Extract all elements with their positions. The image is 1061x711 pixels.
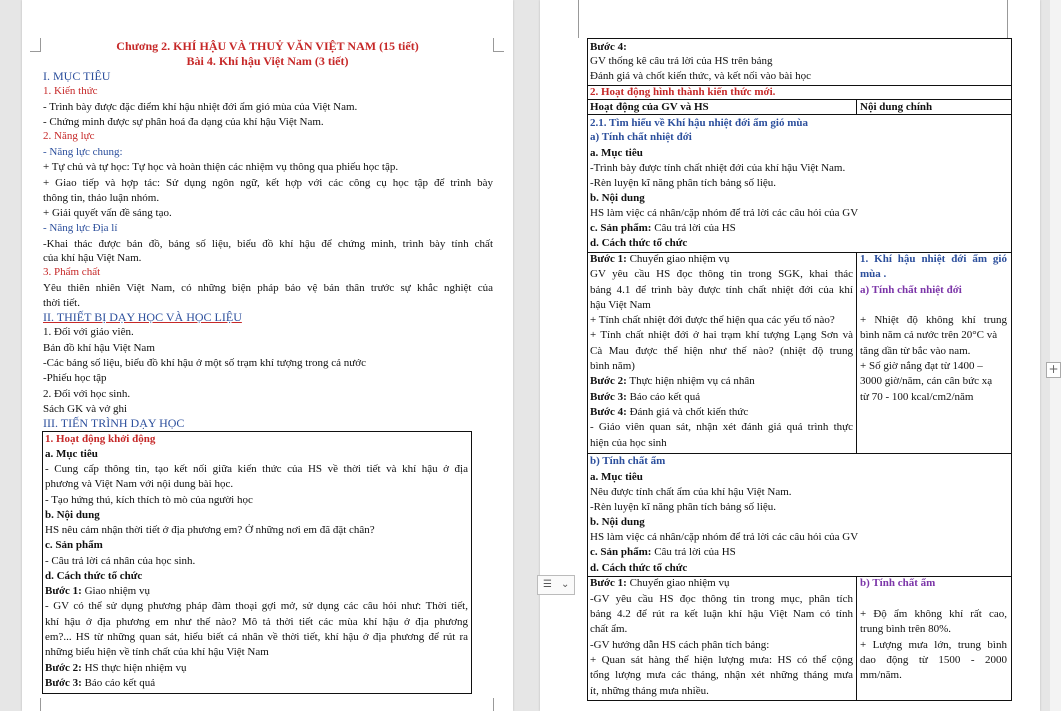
content-line: + Số giờ nắng đạt từ 1400 – <box>860 360 983 372</box>
body-line: - Chứng minh được sự phân hoá đa dạng của khí hậu Việt Nam. <box>43 116 324 128</box>
box-border <box>42 431 43 694</box>
body-line: I. MỤC TIÊU <box>43 69 111 83</box>
body-line: -Các bảng số liệu, biểu đồ khí hậu ở một số trạm khí tượng trong cả nước <box>43 357 366 369</box>
step-line: hậu Việt Nam <box>590 299 651 311</box>
paragraph-icon: ☰ <box>543 579 552 590</box>
body-line: 1. Kiến thức <box>43 85 98 97</box>
body-line: - Trình bày được đặc điểm khí hậu nhiệt đới ẩm gió mùa của Việt Nam. <box>43 101 358 113</box>
crop-mark <box>40 698 41 711</box>
table-row-border <box>587 99 1012 100</box>
box-line: 1. Hoạt động khởi động <box>45 433 156 445</box>
table-row-text: GV thống kê câu trả lời của HS trên bảng <box>590 55 773 67</box>
table-col-border <box>856 99 857 114</box>
step-line: Bước 3: Báo cáo kết quả <box>590 391 701 403</box>
step-line: Cà Mau được thể hiện như thế nào? (nhiệt độ trung <box>590 345 853 357</box>
step-line: - Giáo viên quan sát, nhận xét đánh giá quá trình thực <box>590 421 853 433</box>
table-row-border <box>587 453 1012 454</box>
document-page-right <box>540 0 1040 711</box>
step-line: hiện của học sinh <box>590 437 667 449</box>
step-line: + Quan sát hàng thể hiện lượng mưa: HS có thể cộng <box>590 654 853 666</box>
content-line: + Nhiệt độ không khí trung <box>860 314 1007 326</box>
box-line: a. Mục tiêu <box>45 448 98 460</box>
box-line: - Tạo hứng thú, kích thích tò mò của người học <box>45 494 253 506</box>
body-line: + Giao tiếp và hợp tác: Sử dụng ngôn ngữ, kết hợp với các công cụ học tập để trình bày <box>43 177 493 189</box>
section-line: b. Nội dung <box>590 516 645 528</box>
content-line: từ 70 - 100 kcal/cm2/năm <box>860 391 974 403</box>
crop-mark <box>578 0 579 38</box>
box-border <box>471 431 472 694</box>
section-line: 2.1. Tìm hiểu về Khí hậu nhiệt đới ẩm gió mùa <box>590 117 808 129</box>
section-line: d. Cách thức tổ chức <box>590 562 688 574</box>
content-line: mm/năm. <box>860 669 902 681</box>
body-line: 2. Đối với học sinh. <box>43 388 131 400</box>
box-line: - Cung cấp thông tin, tạo kết nối giữa kiến thức của HS về thời tiết và khí hậu ở địa <box>45 463 468 475</box>
body-line: - Năng lực chung: <box>43 146 123 158</box>
step-line: chất ẩm. <box>590 623 628 635</box>
step-line: bình năm) <box>590 360 635 372</box>
table-row-text: Đánh giá và chốt kiến thức, và kết nối vào bài học <box>590 70 812 82</box>
table-header-activity: Hoạt động của GV và HS <box>590 101 709 113</box>
body-line: -Khai thác được bản đồ, bảng số liệu, biểu đồ khí hậu để chứng minh, trình bày tính chất <box>43 238 493 250</box>
step-line: -GV yêu cầu HS đọc thông tin trong mục, phân tích <box>590 593 853 605</box>
box-line: - GV có thể sử dụng phương pháp đàm thoại gợi mở, sử dụng các câu hỏi như: Thời tiết, <box>45 600 468 612</box>
box-line: b. Nội dung <box>45 509 100 521</box>
body-line: + Tự chủ và tự học: Tự học và hoàn thiện các nhiệm vụ thông qua phiếu học tập. <box>43 161 399 173</box>
step-line: -GV hướng dẫn HS cách phân tích bảng: <box>590 639 770 651</box>
step-line: GV yêu cầu HS đọc thông tin trong SGK, khai thác <box>590 268 853 280</box>
body-line: II. THIẾT BỊ DẠY HỌC VÀ HỌC LIỆU <box>43 310 242 324</box>
table-border <box>587 38 588 701</box>
section-line: HS làm việc cá nhân/cặp nhóm để trả lời các câu hỏi của GV <box>590 531 859 543</box>
content-line: 3000 giờ/năm, cán cân bức xạ <box>860 375 993 387</box>
box-line: phương và Việt Nam với nội dung bài học. <box>45 478 234 490</box>
content-line: + Lượng mưa lớn, trung bình <box>860 639 1007 651</box>
section-line: b) Tính chất ẩm <box>590 455 666 467</box>
chapter-title: Chương 2. KHÍ HẬU VÀ THUỶ VĂN VIỆT NAM (15 tiết) <box>116 39 419 53</box>
table-header-content: Nội dung chính <box>860 101 933 113</box>
body-line: 1. Đối với giáo viên. <box>43 326 134 338</box>
content-line: dao động từ 1500 - 2000 <box>860 654 1007 666</box>
table-border <box>1011 38 1012 701</box>
step-line: bảng 4.2 để rút ra kết luận khí hậu Việt Nam có tính <box>590 608 853 620</box>
section-line: -Rèn luyện kĩ năng phân tích bảng số liệu. <box>590 501 777 513</box>
content-line: b) Tính chất ẩm <box>860 577 936 589</box>
content-line: bình năm cả nước trên 20°C và <box>860 329 998 341</box>
box-line: Bước 2: HS thực hiện nhiệm vụ <box>45 662 187 674</box>
box-line: HS nêu cảm nhận thời tiết ở địa phương em? Ở những nơi em đã đặt chân? <box>45 524 375 536</box>
box-line: c. Sản phẩm <box>45 539 103 551</box>
step-line: + Tính chất nhiệt đới ở hai trạm khí tượng Lạng Sơn và <box>590 329 853 341</box>
box-line: Bước 3: Báo cáo kết quả <box>45 677 156 689</box>
body-line: III. TIẾN TRÌNH DẠY HỌC <box>43 416 185 430</box>
step-line: + Tính chất nhiệt đới được thể hiện qua các yếu tố nào? <box>590 314 835 326</box>
step-line: ít, những tháng mưa nhiều. <box>590 685 709 697</box>
table-col-border <box>856 252 857 453</box>
table-row-text: Bước 4: <box>590 41 627 53</box>
section-line: -Rèn luyện kĩ năng phân tích bảng số liệu. <box>590 177 777 189</box>
paragraph-options-button[interactable] <box>537 575 575 595</box>
section-line: Nêu được tính chất ẩm của khí hậu Việt Nam. <box>590 486 792 498</box>
step-line: tổng lượng mưa các tháng, nhận xét những tháng mưa <box>590 669 853 681</box>
step-line: Bước 4: Đánh giá và chốt kiến thức <box>590 406 749 418</box>
section-line: a. Mục tiêu <box>590 471 643 483</box>
step-line: bảng 4.1 để trình bày được tính chất nhiệt đới của khí <box>590 284 853 296</box>
body-line: Yêu thiên nhiên Việt Nam, có những biện pháp bảo vệ bản thân trước sự khắc nghiệt của <box>43 282 493 294</box>
box-line: em?... HS từ những quan sát, hiểu biết cá nhân về thời tiết, khí hậu ở địa phương để rút ra <box>45 631 468 643</box>
body-line: 2. Năng lực <box>43 130 95 142</box>
content-line: 1. Khí hậu nhiệt đới ẩm gió <box>860 253 1007 265</box>
step-line: Bước 1: Chuyển giao nhiệm vụ <box>590 577 730 589</box>
step-line: Bước 2: Thực hiện nhiệm vụ cá nhân <box>590 375 755 387</box>
table-row-border <box>587 700 1012 701</box>
body-line: của khí hậu Việt Nam. <box>43 252 142 264</box>
section-line: HS làm việc cá nhân/cặp nhóm để trả lời các câu hỏi của GV <box>590 207 859 219</box>
box-border <box>42 693 472 694</box>
body-line: 3. Phẩm chất <box>43 266 101 278</box>
content-line: a) Tính chất nhiệt đới <box>860 284 962 296</box>
box-line: khí hậu ở địa phương em như thế nào? Mô tả thời tiết các mùa khí hậu ở địa phương <box>45 616 468 628</box>
content-line: tăng dần từ bắc vào nam. <box>860 345 971 357</box>
section-line: a. Mục tiêu <box>590 147 643 159</box>
content-line: + Độ ẩm không khí rất cao, <box>860 608 1007 620</box>
table-row-border <box>587 38 1012 39</box>
body-line: Bản đồ khí hậu Việt Nam <box>43 342 155 354</box>
content-line: trung bình trên 80%. <box>860 623 952 635</box>
box-border <box>42 431 472 432</box>
section-line: c. Sản phẩm: Câu trả lời của HS <box>590 222 736 234</box>
plus-icon[interactable]: + <box>1046 362 1061 378</box>
section-line: -Trình bày được tính chất nhiệt đới của khí hậu Việt Nam. <box>590 162 846 174</box>
body-line: Sách GK và vở ghi <box>43 403 128 415</box>
body-line: thông tin, thảo luận nhóm. <box>43 192 160 204</box>
content-line: mùa . <box>860 268 887 280</box>
vertical-scrollbar[interactable] <box>1050 0 1061 711</box>
section-line: c. Sản phẩm: Câu trả lời của HS <box>590 546 736 558</box>
document-page-left <box>22 0 513 711</box>
table-row-text: 2. Hoạt động hình thành kiến thức mới. <box>590 86 776 98</box>
table-col-border <box>856 576 857 700</box>
section-line: a) Tính chất nhiệt đới <box>590 131 692 143</box>
box-line: Bước 1: Giao nhiệm vụ <box>45 585 150 597</box>
box-line: - Câu trả lời cá nhân của học sinh. <box>45 555 196 567</box>
crop-mark <box>493 698 494 711</box>
body-line: + Giải quyết vấn đề sáng tạo. <box>43 207 172 219</box>
chevron-down-icon: ⌄ <box>561 579 570 590</box>
section-line: b. Nội dung <box>590 192 645 204</box>
box-line: những biểu hiện về tính chất của khí hậu Việt Nam <box>45 646 269 658</box>
box-line: d. Cách thức tổ chức <box>45 570 143 582</box>
table-row-border <box>587 114 1012 115</box>
lesson-title: Bài 4. Khí hậu Việt Nam (3 tiết) <box>186 54 349 68</box>
body-line: thời tiết. <box>43 297 80 309</box>
body-line: - Năng lực Địa lí <box>43 222 118 234</box>
crop-mark <box>1007 0 1008 38</box>
body-line: -Phiếu học tập <box>43 372 107 384</box>
section-line: d. Cách thức tổ chức <box>590 237 688 249</box>
step-line: Bước 1: Chuyển giao nhiệm vụ <box>590 253 730 265</box>
